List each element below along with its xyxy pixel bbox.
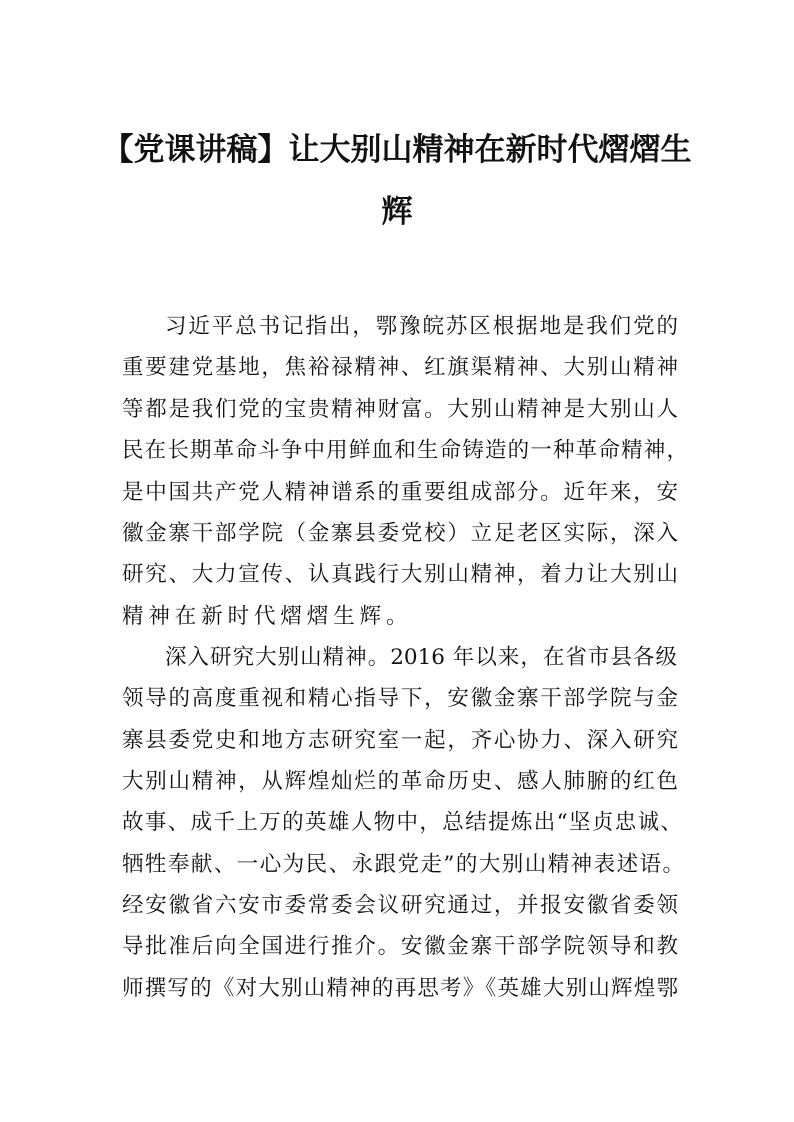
text-line: 精神在新时代熠熠生辉。 xyxy=(122,604,413,629)
text-line: 民在长期革命斗争中用鲜血和生命铸造的一种革命精神， xyxy=(122,438,688,463)
text-line: 寨县委党史和地方志研究室一起，齐心协力、深入研究 xyxy=(122,728,678,753)
text-line: 重要建党基地，焦裕禄精神、红旗渠精神、大别山精神 xyxy=(122,355,678,380)
text-line: 牺牲奉献、一心为民、永跟党走”的大别山精神表述语。 xyxy=(122,852,684,877)
text-line: 等都是我们党的宝贵精神财富。大别山精神是大别山人 xyxy=(122,397,678,422)
text-line: 研究、大力宣传、认真践行大别山精神，着力让大别山 xyxy=(122,562,678,587)
text-line: 师撰写的《对大别山精神的再思考》《英雄大别山辉煌鄂 xyxy=(122,976,678,1001)
text-line: 是中国共产党人精神谱系的重要组成部分。近年来，安 xyxy=(122,480,678,505)
text-line: 习近平总书记指出，鄂豫皖苏区根据地是我们党的 xyxy=(165,314,678,339)
text-line: 故事、成千上万的英雄人物中，总结提炼出“坚贞忠诚、 xyxy=(122,810,682,835)
document-title-line-2: 辉 xyxy=(381,194,413,230)
text-line: 领导的高度重视和精心指导下，安徽金寨干部学院与金 xyxy=(122,686,678,711)
text-line: 徽金寨干部学院（金寨县委党校）立足老区实际，深入 xyxy=(122,521,678,546)
text-line: 经安徽省六安市委常委会议研究通过，并报安徽省委领 xyxy=(122,893,678,918)
document-title-line-1: 【党课讲稿】让大别山精神在新时代熠熠生 xyxy=(102,132,692,168)
text-line: 大别山精神，从辉煌灿烂的革命历史、感人肺腑的红色 xyxy=(122,769,678,794)
text-line: 深入研究大别山精神。2016 年以来，在省市县各级 xyxy=(165,645,677,670)
text-line: 导批准后向全国进行推介。安徽金寨干部学院领导和教 xyxy=(122,934,678,959)
